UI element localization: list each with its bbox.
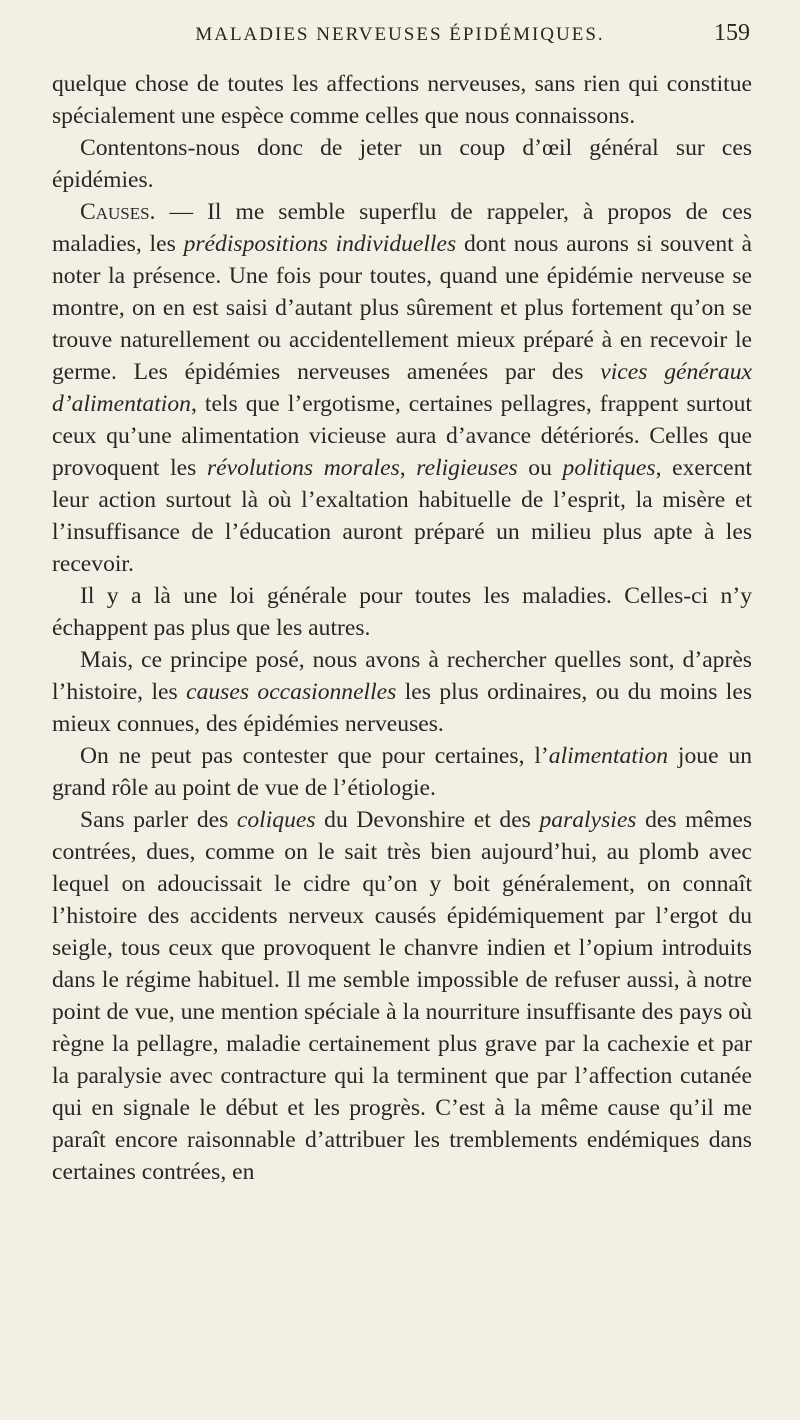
paragraph-6 <box>52 740 752 804</box>
paragraph-4: Il y a là une loi générale pour toutes les maladies. Celles-ci n’y échappent pas plus que les autres. <box>52 583 752 641</box>
paragraph-1: quelque chose de toutes les affections nerveuses, sans rien qui constitue spécialement une espèce comme celles que nous connaissons. <box>52 71 752 129</box>
text-run: dont nous aurons si souvent à noter la présence. Une fois pour toutes, quand une épidémie nerveuse se montre, on en est saisi d’autant plus sûrement et plus fortement qu’on se trouve naturellement ou accidentellement mieux préparé à en recevoir le germe. Les épidémies nerveuses amenées par des <box>52 231 752 385</box>
text-run: , exercent leur action surtout là où l’exaltation habituelle de l’esprit, la misère et l’insuffisance de l’éducation auront préparé un milieu plus apte à les recevoir. <box>52 455 753 577</box>
body-text <box>52 68 752 1188</box>
emphasis-text: vices généraux d’alimentation <box>52 359 752 417</box>
text-run: Mais, ce principe posé, nous avons à rechercher quelles sont, d’après l’histoire, les <box>52 647 752 705</box>
text-run: du Devonshire et des <box>315 807 540 833</box>
text-run: On ne peut pas contester que pour certaines, l’ <box>80 743 549 769</box>
emphasis-text: prédispositions individuelles <box>183 231 457 257</box>
text-run: des mêmes contrées, dues, comme on le sait très bien aujourd’hui, au plomb avec lequel on adoucissait le cidre qu’on y boit généralement, on connaît l’histoire des accidents nerveux causés épidémiquement par l’ergot du seigle, tous ceux que provoquent le chanvre indien et l’opium introduits dans le régime habituel. Il me semble impossible de refuser aussi, à notre point de vue, une mention spéciale à la nourriture insuffisante des pays où règne la pellagre, maladie certainement plus grave par la cachexie et par la paralysie avec contracture qui la terminent que par l’affection cutanée qui en signale le début et les progrès. C’est à la même cause qu’il me paraît encore raisonnable d’attribuer les tremblements endémiques dans certaines contrées, en <box>52 807 753 1185</box>
emphasis-text: causes occasionnelles <box>186 679 397 705</box>
text-run: ou <box>517 455 563 481</box>
emphasis-text: politiques <box>562 455 656 481</box>
paragraph-5 <box>52 644 752 740</box>
emphasis-text: coliques <box>236 807 316 833</box>
text-run: Sans parler des <box>80 807 237 833</box>
paragraph-2: Contentons-nous donc de jeter un coup d’œil général sur ces épidémies. <box>52 135 752 193</box>
emphasis-text: religieuses <box>416 455 518 481</box>
page-header <box>0 20 800 60</box>
paragraph-7 <box>52 804 752 1188</box>
text-run: , tels que l’ergotisme, certaines pellagres, frappent surtout ceux qu’une alimentation vicieuse aura d’avance détériorés. Celles que provoquent les <box>52 391 752 481</box>
text-run: joue un grand rôle au point de vue de l’étiologie. <box>52 743 753 801</box>
running-title: MALADIES NERVEUSES ÉPIDÉMIQUES. <box>195 24 605 45</box>
section-lead-causes: Causes. <box>80 199 156 225</box>
emphasis-text: paralysies <box>539 807 637 833</box>
paragraph-3 <box>52 196 752 580</box>
page-number: 159 <box>714 20 750 46</box>
emphasis-text: alimentation <box>548 743 669 769</box>
text-run: , <box>399 455 417 481</box>
text-run: les plus ordinaires, ou du moins les mieux connues, des épidémies nerveuses. <box>52 679 753 737</box>
text-run: — Il me semble superflu de rappeler, à propos de ces maladies, les <box>52 199 752 257</box>
emphasis-text: révolutions morales <box>206 455 400 481</box>
